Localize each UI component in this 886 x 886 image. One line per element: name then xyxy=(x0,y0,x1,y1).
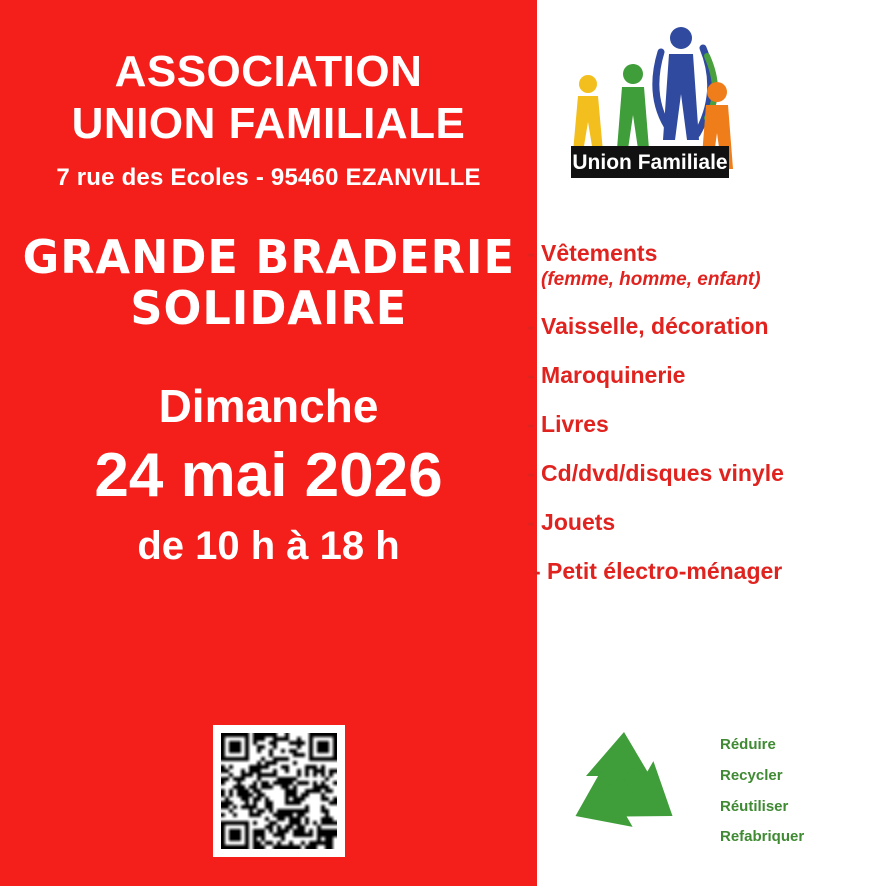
event-title xyxy=(22,229,515,336)
list-item-sub: (femme, homme, enfant) xyxy=(541,269,761,290)
right-white-panel xyxy=(527,0,886,886)
list-item xyxy=(533,558,886,585)
association-name xyxy=(72,46,466,150)
recycle-word: Réduire xyxy=(720,736,776,753)
list-item-label: - Vaisselle, décoration xyxy=(527,313,769,339)
union-familiale-logo xyxy=(557,22,743,200)
association-address: 7 rue des Ecoles - 95460 EZANVILLE xyxy=(56,163,481,191)
association-line-2: UNION FAMILIALE xyxy=(71,98,466,148)
event-title-line-2: SOLIDAIRE xyxy=(130,281,407,336)
list-item xyxy=(527,240,886,291)
recycle-word: Refabriquer xyxy=(720,828,805,846)
recycle-word: Réutiliser xyxy=(720,797,789,815)
list-item-label: - Jouets xyxy=(527,509,616,535)
list-item-label: - Petit électro-ménager xyxy=(533,558,783,584)
event-weekday: Dimanche xyxy=(158,379,379,432)
items-list xyxy=(527,240,886,607)
list-item xyxy=(527,411,886,438)
list-item-label: - Cd/dvd/disques vinyle xyxy=(527,460,784,486)
list-item xyxy=(527,509,886,536)
list-item xyxy=(527,460,886,487)
qr-code[interactable] xyxy=(213,725,345,857)
recycle-block xyxy=(542,718,886,858)
recycle-icon xyxy=(542,718,707,858)
list-item xyxy=(527,362,886,389)
event-hours: de 10 h à 18 h xyxy=(137,523,400,568)
event-title-line-1: GRANDE BRADERIE xyxy=(22,229,515,284)
recycle-words xyxy=(720,730,804,853)
logo-text: Union Familiale xyxy=(572,151,728,174)
qr-code-image xyxy=(221,733,337,849)
list-item xyxy=(527,313,886,340)
list-item-label: - Vêtements xyxy=(527,240,658,266)
list-item-label: - Maroquinerie xyxy=(527,362,686,388)
recycle-word: Recycler xyxy=(720,766,783,784)
list-item-label: - Livres xyxy=(527,411,609,437)
association-line-1: ASSOCIATION xyxy=(114,47,423,96)
event-date: 24 mai 2026 xyxy=(94,440,443,510)
